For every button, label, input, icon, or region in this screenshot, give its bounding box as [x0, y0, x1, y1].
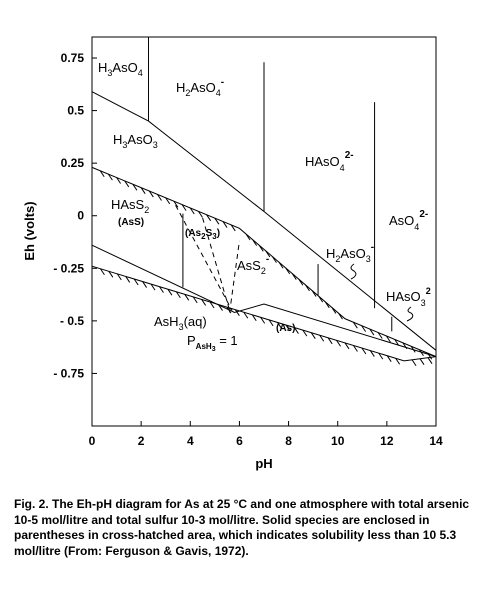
- species-aso4-2minus: AsO$_4^{2-}$: [389, 209, 429, 232]
- species-hass2: HAsS$_2$: [111, 197, 150, 215]
- species-as2s3-solid: $(As_2S_3)$: [185, 228, 221, 241]
- x-tick-label: 0: [88, 434, 96, 448]
- species-h2aso3-minus: $H_2AsO_3^-$: [326, 242, 375, 264]
- x-tick-label: 10: [331, 434, 345, 448]
- y-tick-label: 0: [77, 208, 84, 223]
- y-axis-label: Eh (volts): [22, 201, 37, 261]
- figure-caption: Fig. 2. The Eh-pH diagram for As at 25 °C and one atmosphere with total arsenic 10-5 mol/litre and total sulfur 10-3 mol/litre. Solid species are enclosed in parentheses in cross-hatched area, which indicates solubility less than 10 5.3 mol/litre (From: Ferguson & Gavis, 1972).: [14, 497, 470, 558]
- hatch-mark: [412, 360, 416, 366]
- species-ash3-aq: AsH$_3$(aq): [154, 314, 207, 332]
- x-tick-label: 8: [285, 434, 292, 448]
- boundary-line: [92, 245, 436, 356]
- x-tick-label: 4: [186, 434, 194, 448]
- species-haso3-2minus: HAsO$_3^2$: [386, 286, 431, 308]
- boundary-line: [92, 266, 436, 361]
- species-ass2-minus: AsS$_2$-: [237, 254, 270, 276]
- species-h2aso4-minus: $H_2AsO_4^-$: [176, 77, 225, 98]
- y-tick-label: - 0.5: [59, 313, 84, 328]
- y-axis-ticks: [53, 51, 97, 380]
- leader-haso3: [407, 307, 413, 321]
- x-axis-label: pH: [255, 456, 273, 471]
- species-as-solid: (As): [276, 323, 296, 334]
- x-tick-label: 14: [429, 434, 443, 448]
- x-tick-label: 6: [236, 434, 243, 448]
- y-tick-label: 0.25: [60, 156, 84, 171]
- x-tick-label: 2: [137, 434, 145, 448]
- species-h3aso3: $H_3AsO_3$: [113, 132, 158, 150]
- leader-h2aso3: [351, 264, 356, 279]
- species-h3aso4: $H_3AsO_4$: [98, 60, 143, 78]
- y-tick-label: 0.5: [67, 103, 84, 118]
- label-p-ash3: $P_{AsH}3 = 1$: [187, 333, 238, 353]
- boundary-line: [230, 241, 240, 312]
- y-tick-label: - 0.75: [53, 366, 84, 381]
- y-tick-label: 0.75: [60, 51, 84, 66]
- x-tick-label: 12: [380, 434, 394, 448]
- x-axis-ticks: [89, 421, 443, 448]
- species-haso4-2minus: HAsO$_4^{2-}$: [305, 150, 354, 173]
- y-tick-label: - 0.25: [53, 261, 84, 276]
- hatch-marks: [100, 171, 432, 366]
- species-ass-solid: (AsS): [118, 217, 145, 228]
- hatch-mark: [420, 359, 424, 365]
